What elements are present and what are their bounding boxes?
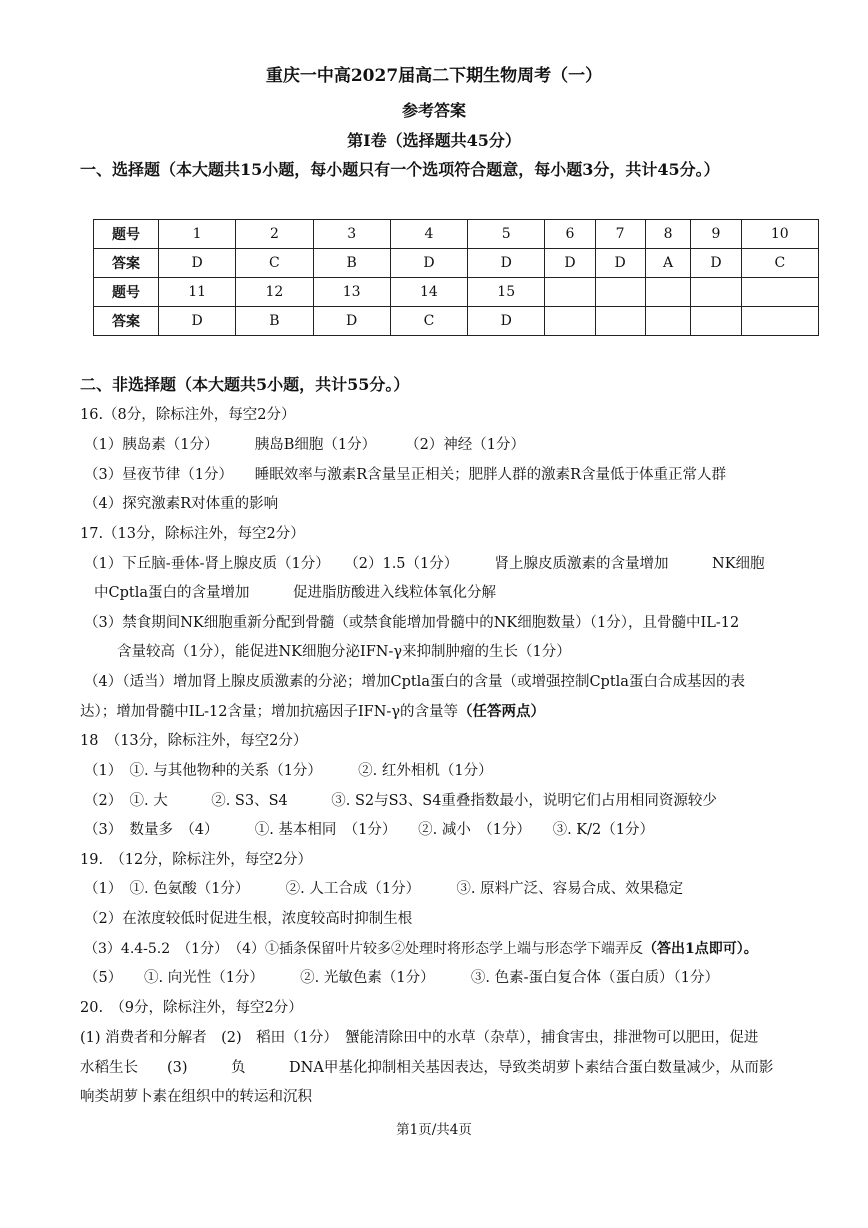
answer-line: 中Cptla蛋白的含量增加 促进脂肪酸进入线粒体氧化分解: [94, 585, 496, 601]
answer-line: (1) 消费者和分解者 (2) 稻田（1分） 蟹能清除田中的水草（杂草），捕食害虫，排泄物可以肥田，促进: [80, 1030, 759, 1046]
answer-line: （2）在浓度较低时促进生根，浓度较高时抑制生根: [84, 911, 413, 927]
answer-text: （3）4.4-5.2 （1分） （4）①插条保留叶片较多②处理时将形态学上端与形态学下端弄反: [84, 941, 643, 957]
table-row: [94, 278, 819, 307]
table-cell: D: [468, 249, 545, 278]
page-number: 第1页/共4页: [396, 1122, 472, 1138]
answer-line: [80, 702, 545, 722]
answer-text: 达）；增加骨髓中IL-12含量；增加抗癌因子IFN-γ的含量等: [80, 704, 458, 720]
row-label-answer: 答案: [94, 249, 159, 278]
table-cell: 9: [691, 220, 741, 249]
answer-line: （1）胰岛素（1分） 胰岛B细胞（1分） （2）神经（1分）: [84, 437, 526, 453]
table-cell: [645, 307, 691, 336]
table-cell: 12: [236, 278, 313, 307]
answer-line: （5） ①. 向光性（1分） ②. 光敏色素（1分） ③. 色素-蛋白复合体（蛋白质）（1分）: [84, 970, 719, 986]
table-cell: D: [545, 249, 595, 278]
table-cell: 15: [468, 278, 545, 307]
q18-header: 18 （13分，除标注外，每空2分）: [80, 733, 308, 749]
volume-label: 第Ⅰ卷（选择题共45分）: [347, 131, 521, 150]
q19-header: 19. （12分，除标注外，每空2分）: [80, 852, 312, 868]
answer-note: （答出1点即可）。: [642, 941, 758, 957]
table-row: [94, 220, 819, 249]
answer-line: 响类胡萝卜素在组织中的转运和沉积: [80, 1089, 312, 1105]
table-cell: C: [236, 249, 313, 278]
answer-line: 水稻生长 (3) 负 DNA甲基化抑制相关基因表达，导致类胡萝卜素结合蛋白数量减少，从而影: [80, 1060, 774, 1076]
answer-line: （3） 数量多 （4） ①. 基本相同 （1分） ②. 减小 （1分） ③. K/2（1分）: [84, 822, 654, 838]
table-cell: D: [595, 249, 645, 278]
answer-line: （4）（适当）增加肾上腺皮质激素的分泌；增加Cptla蛋白的含量（或增强控制Cptla蛋白合成基因的表: [84, 674, 745, 690]
answer-line: （3）禁食期间NK细胞重新分配到骨髓（或禁食能增加骨髓中的NK细胞数量）（1分），且骨髓中IL-12: [84, 615, 740, 631]
table-cell: D: [691, 249, 741, 278]
table-row: [94, 307, 819, 336]
table-cell: 3: [313, 220, 390, 249]
table-cell: 5: [468, 220, 545, 249]
row-label-number: 题号: [94, 278, 159, 307]
table-cell: B: [236, 307, 313, 336]
table-cell: [741, 278, 818, 307]
q16-header: 16.（8分，除标注外，每空2分）: [80, 407, 296, 423]
table-cell: D: [313, 307, 390, 336]
section2-heading: 二、非选择题（本大题共5小题，共计55分。）: [80, 375, 410, 394]
q20-header: 20. （9分，除标注外，每空2分）: [80, 1000, 303, 1016]
answer-note: （任答两点）: [458, 703, 545, 720]
answer-table: [93, 219, 819, 336]
table-cell: 4: [390, 220, 467, 249]
answer-line: （2） ①. 大 ②. S3、S4 ③. S2与S3、S4重叠指数最小，说明它们占用相同资源较少: [84, 793, 717, 809]
table-cell: 11: [159, 278, 236, 307]
table-cell: 8: [645, 220, 691, 249]
table-cell: 13: [313, 278, 390, 307]
table-cell: [691, 307, 741, 336]
table-cell: [741, 307, 818, 336]
q17-header: 17.（13分，除标注外，每空2分）: [80, 526, 305, 542]
table-cell: 7: [595, 220, 645, 249]
table-cell: [595, 307, 645, 336]
table-cell: C: [741, 249, 818, 278]
section1-heading: 一、选择题（本大题共15小题，每小题只有一个选项符合题意，每小题3分，共计45分。）: [80, 160, 720, 179]
answer-line: （1） ①. 色氨酸（1分） ②. 人工合成（1分） ③. 原料广泛、容易合成、效果稳定: [84, 881, 684, 897]
table-cell: 2: [236, 220, 313, 249]
table-cell: B: [313, 249, 390, 278]
answer-line: [84, 939, 758, 959]
row-label-number: 题号: [94, 220, 159, 249]
table-cell: D: [390, 249, 467, 278]
answer-line: （1）下丘脑-垂体-肾上腺皮质（1分） （2）1.5（1分） 肾上腺皮质激素的含量增加 NK细胞: [84, 556, 765, 572]
table-cell: D: [468, 307, 545, 336]
answer-line: （3）昼夜节律（1分） 睡眠效率与激素R含量呈正相关；肥胖人群的激素R含量低于体重正常人群: [84, 467, 727, 483]
table-cell: [595, 278, 645, 307]
table-cell: D: [159, 307, 236, 336]
answer-line: （1） ①. 与其他物种的关系（1分） ②. 红外相机（1分）: [84, 763, 493, 779]
row-label-answer: 答案: [94, 307, 159, 336]
table-cell: 14: [390, 278, 467, 307]
table-cell: 6: [545, 220, 595, 249]
table-cell: 1: [159, 220, 236, 249]
table-cell: D: [159, 249, 236, 278]
page-subtitle: 参考答案: [401, 101, 466, 120]
table-cell: C: [390, 307, 467, 336]
table-row: [94, 249, 819, 278]
table-cell: A: [645, 249, 691, 278]
table-cell: [645, 278, 691, 307]
table-cell: [691, 278, 741, 307]
page-title: 重庆一中高2027届高二下期生物周考（一）: [265, 66, 603, 86]
answer-line: 含量较高（1分），能促进NK细胞分泌IFN-γ来抑制肿瘤的生长（1分）: [117, 644, 571, 660]
table-cell: 10: [741, 220, 818, 249]
table-cell: [545, 278, 595, 307]
answer-line: （4）探究激素R对体重的影响: [84, 496, 279, 512]
table-cell: [545, 307, 595, 336]
